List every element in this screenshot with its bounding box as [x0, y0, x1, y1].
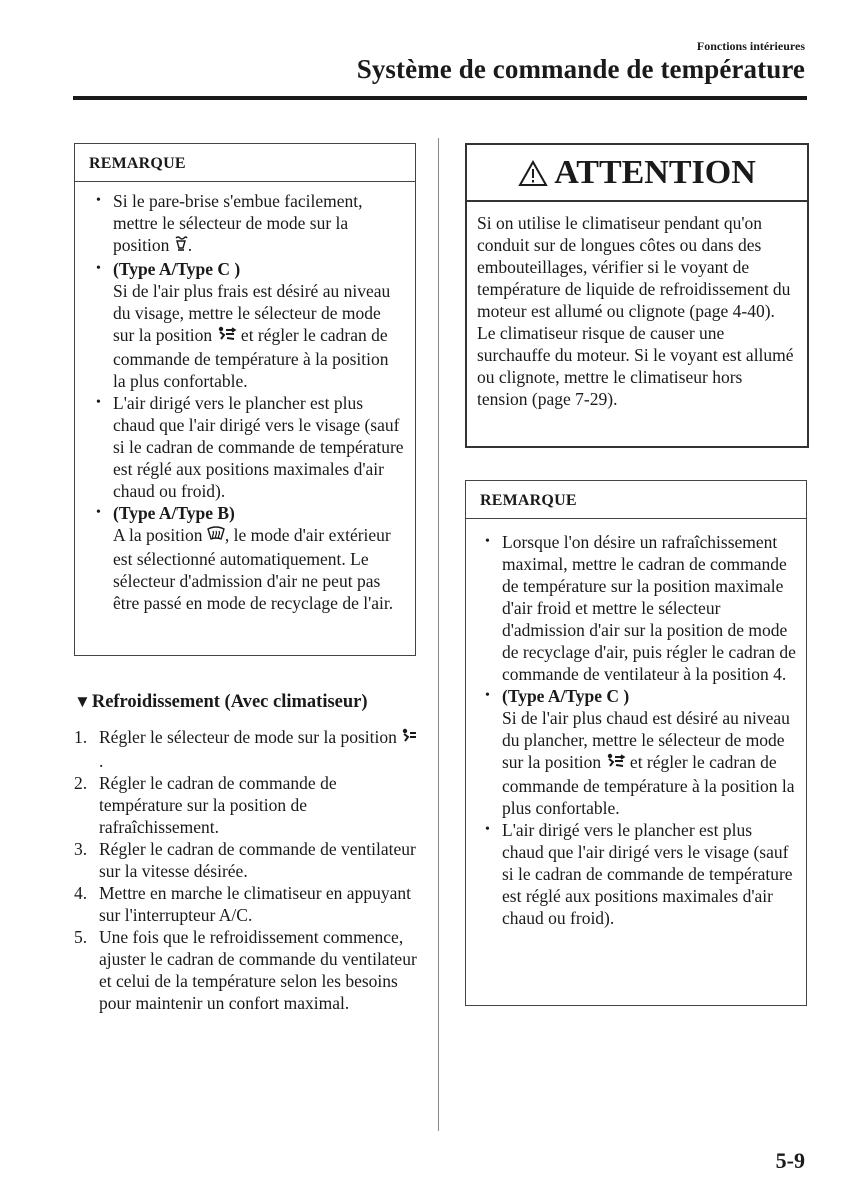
- note-item: [93, 190, 405, 258]
- note-text: Si de l'air plus chaud est désiré au niveau du plancher, mettre le sélecteur de mode sur la position: [502, 708, 790, 772]
- type-label: (Type A/Type B): [113, 503, 235, 523]
- column-divider: [438, 138, 439, 1131]
- note-text: et régler le cadran de commande de température à la position la plus confortable.: [502, 752, 795, 818]
- defrost-floor-mode-icon: [174, 236, 188, 258]
- step-text: Régler le cadran de commande de ventilateur sur la vitesse désirée.: [99, 839, 416, 881]
- note-item: [482, 685, 796, 819]
- step-number: 1.: [74, 727, 88, 747]
- note-text: A la position: [113, 525, 207, 545]
- step-number: 2.: [74, 773, 88, 793]
- type-label: (Type A/Type C ): [502, 686, 630, 706]
- note-text: L'air dirigé vers le plancher est plus chaud que l'air dirigé vers le visage (sauf si le cadran de commande de température est réglé aux positions maximales d'air chaud ou froid).: [502, 820, 793, 928]
- bi-level-mode-icon: [217, 326, 237, 348]
- step-item: [74, 726, 419, 772]
- page-title: Système de commande de température: [356, 54, 805, 84]
- down-triangle-icon: ▼: [74, 692, 91, 711]
- note-item: [482, 531, 796, 685]
- note-item: [93, 392, 405, 502]
- note-text: , le mode d'air extérieur est sélectionné automatiquement. Le sélecteur d'admission d'air ne peut pas être passé en mode de recyclage de l'air.: [113, 525, 394, 613]
- step-number: 4.: [74, 883, 88, 903]
- note-box-right: [465, 480, 807, 1006]
- step-text: Une fois que le refroidissement commence, ajuster le cadran de commande du ventilateur et celui de la température selon les besoins pour maintenir un confort maximal.: [99, 927, 417, 1013]
- type-label: (Type A/Type C ): [113, 259, 241, 279]
- note-box-left: [74, 143, 416, 656]
- attention-paragraph: Le climatiseur risque de causer une surchauffe du moteur. Si le voyant est allumé ou clignote, mettre le climatiseur hors tension (page 7-29).: [477, 323, 794, 409]
- step-number: 5.: [74, 927, 88, 947]
- step-text: Mettre en marche le climatiseur en appuyant sur l'interrupteur A/C.: [99, 883, 411, 925]
- step-item: [74, 838, 419, 882]
- step-item: [74, 926, 419, 1014]
- step-text: Régler le sélecteur de mode sur la position: [99, 727, 402, 747]
- note-text: L'air dirigé vers le plancher est plus chaud que l'air dirigé vers le visage (sauf si le cadran de commande de température est réglé aux positions maximales d'air chaud ou froid).: [113, 393, 404, 501]
- step-number: 3.: [74, 839, 88, 859]
- section-heading-text: Refroidissement (Avec climatiseur): [91, 692, 368, 712]
- note-item: [93, 502, 405, 614]
- cooling-steps: [74, 726, 419, 1014]
- step-item: [74, 772, 419, 838]
- note-text: Si de l'air plus frais est désiré au niveau du visage, mettre le sélecteur de mode sur la position: [113, 281, 391, 345]
- step-text: .: [99, 751, 104, 771]
- note-heading: REMARQUE: [75, 144, 415, 182]
- note-item: [482, 819, 796, 929]
- bi-level-mode-icon: [606, 753, 626, 775]
- attention-heading: ATTENTION: [554, 153, 756, 191]
- note-text: .: [187, 235, 193, 255]
- attention-box: [465, 143, 809, 448]
- section-heading: [74, 692, 368, 713]
- step-item: [74, 882, 419, 926]
- note-item: [93, 258, 405, 392]
- header-rule: [73, 96, 807, 100]
- note-heading: REMARQUE: [466, 481, 806, 519]
- face-mode-icon: [401, 728, 417, 750]
- windshield-defrost-icon: [207, 526, 225, 548]
- note-text: et régler le cadran de commande de température à la position la plus confortable.: [113, 325, 389, 391]
- note-text: Si le pare-brise s'embue facilement, mettre le sélecteur de mode sur la position: [113, 191, 363, 255]
- attention-header: [467, 145, 807, 202]
- page-number: 5-9: [775, 1148, 805, 1173]
- attention-paragraph: Si on utilise le climatiseur pendant qu'on conduit sur de longues côtes ou dans des embouteillages, vérifier si le voyant de température de liquide de refroidissement du moteur est allumé ou clignote (page 4-40).: [477, 213, 791, 321]
- section-label: Fonctions intérieures: [696, 39, 805, 53]
- note-text: Lorsque l'on désire un rafraîchissement maximal, mettre le cadran de commande de température sur la position maximale d'air froid et mettre le sélecteur d'admission d'air sur la position de mode de recyclage d'air, puis régler le cadran de commande de ventilateur à la position 4.: [502, 532, 796, 684]
- step-text: Régler le cadran de commande de température sur la position de rafraîchissement.: [99, 773, 337, 837]
- warning-triangle-icon: [518, 160, 548, 187]
